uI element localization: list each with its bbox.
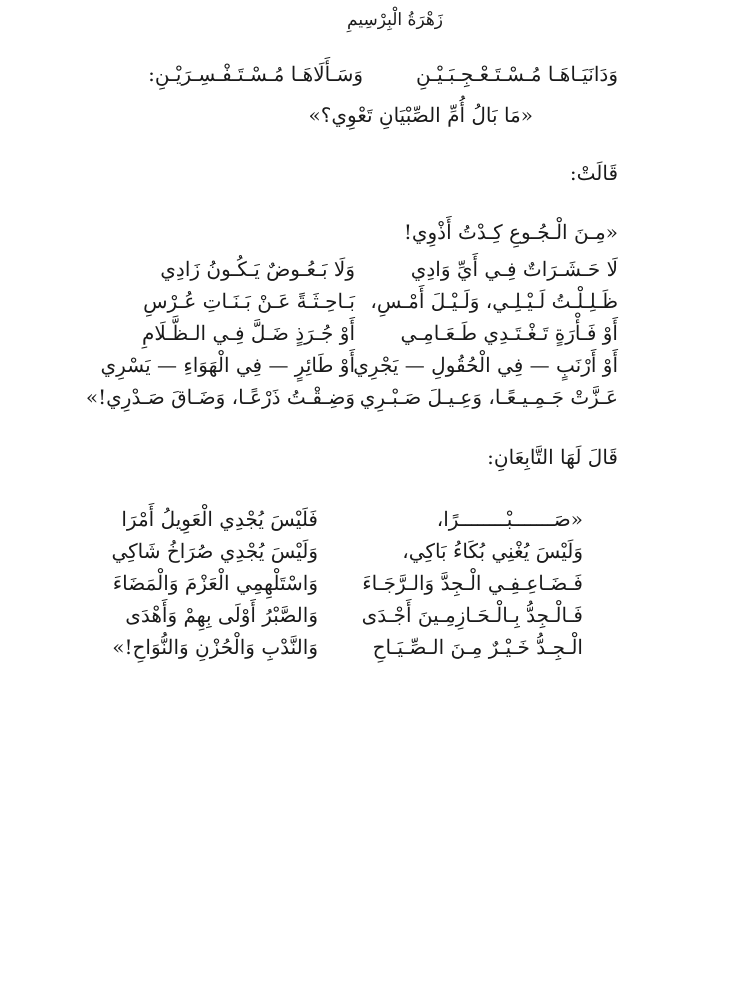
answer-line [0, 319, 733, 347]
answer-hemistich-left: أَوْ طَائِرٍ — فِي الْهَوَاءِ — يَسْرِي [100, 353, 355, 377]
reply-line [0, 569, 733, 597]
intro-question: «مَا بَالُ أُمِّ الصِّبْيَانِ تَعْوِي؟» [308, 103, 533, 127]
reply-hemistich-right: فَـضَـاعِـفِـي الْـجِدَّ وَالـرَّجَـاءَ [362, 571, 583, 595]
reply-hemistich-left: وَالصَّبْرُ أَوْلَى بِهِمْ وَأَهْدَى [125, 603, 318, 627]
answer-hemistich-right: أَوْ فَـأْرَةٍ تَـغْـتَـدِي طَـعَـامِـي [400, 321, 618, 345]
intro-hemistich-left: وَسَـأَلَاهَـا مُـسْـتَـفْـسِـرَيْـنِ: [148, 62, 363, 86]
reply-hemistich-left: فَلَيْسَ يُجْدِي الْعَوِيلُ أَمْرَا [121, 507, 318, 531]
reply-line [0, 537, 733, 565]
answer-hemistich-left: أَوْ جُـرَذٍ ضَـلَّ فِـي الـظَّـلَامِ [142, 321, 355, 345]
answer-hemistich-right: لَا حَـشَـرَاتٌ فِـي أَيِّ وَادِي [410, 257, 618, 281]
reply-hemistich-left: وَالنَّدْبِ وَالْحُزْنِ وَالنُّوَاحِ!» [112, 635, 318, 659]
answer-hemistich-right: ظَـلِـلْـتُ لَـيْـلِـي، وَلَـيْـلَ أَمْـسِ، [370, 289, 618, 313]
answer-hemistich-left: وَضِـقْـتُ ذَرْعًـا، وَضَـاقَ صَـدْرِي!» [85, 385, 355, 409]
answer-opening-line: «مِـنَ الْـجُـوعِ كِـدْتُ أَذْوِي! [403, 220, 618, 244]
speaker-label-qala: قَالَ لَهَا التَّابِعَانِ: [487, 445, 618, 469]
reply-line [0, 601, 733, 629]
answer-line [0, 255, 733, 283]
answer-line [0, 287, 733, 315]
reply-hemistich-right: الْـجِـدُّ خَـيْـرٌ مِـنَ الـصِّـيَـاحِ [372, 635, 583, 659]
reply-hemistich-right: وَلَيْسَ يُغْنِي بُكَاءُ بَاكِي، [402, 539, 583, 563]
answer-line [0, 351, 733, 379]
reply-hemistich-right: «صَـــــــبْــــــــرًا، [436, 507, 583, 531]
reply-line [0, 505, 733, 533]
reply-hemistich-left: وَلَيْسَ يُجْدِي صُرَاخُ شَاكِي [111, 539, 318, 563]
reply-hemistich-left: وَاسْتَلْهِمِي الْعَزْمَ وَالْمَضَاءَ [112, 571, 318, 595]
answer-line [0, 383, 733, 411]
reply-line [0, 633, 733, 661]
poem-title: زَهْرَةُ الْبِرْسِيمِ [347, 10, 443, 30]
answer-hemistich-left: وَلَا بَـعُـوضٌ يَـكُـونُ زَادِي [160, 257, 355, 281]
reply-hemistich-right: فَـالْـجِدُّ بِـالْـحَـازِمِـينَ أَجْـدَى [361, 603, 583, 627]
answer-hemistich-right: أَوْ أَرْنَبٍ — فِي الْحُقُولِ — يَجْرِي [353, 353, 618, 377]
answer-hemistich-right: عَـزَّتْ جَـمِـيـعًـا، وَعِـيـلَ صَـبْـرِي [359, 385, 618, 409]
answer-hemistich-left: بَـاحِـثَـةً عَـنْ بَـنَـاتِ عُـرْسِ [143, 289, 355, 313]
speaker-label-qalat: قَالَتْ: [569, 161, 618, 185]
intro-hemistich-right: وَدَانَيَـاهَـا مُـسْـتَـعْـجِـبَـيْـنِ [416, 62, 618, 86]
